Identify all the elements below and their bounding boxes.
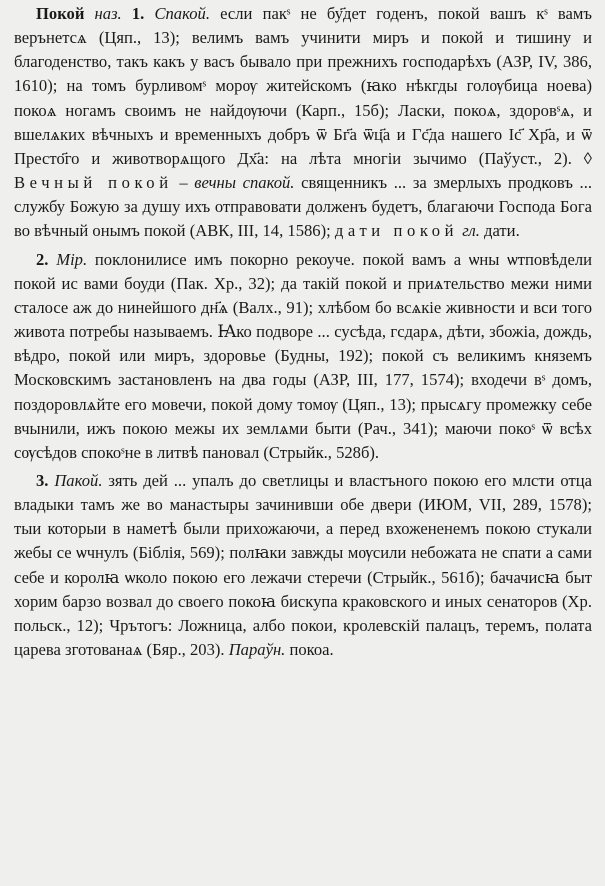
sense-3-paragraph [14, 469, 592, 662]
text-segment: зять дей ... упалъ до светлицы и властъного покою его млсти отца владыки тамъ же во манастыры зачинивши обе двери (ИЮМ, VII, 289, 1578); тыи которыи в наметѣ были прихожаючи, а перед вхожененемъ покою стукали жебы се ѡчнулъ (Біблія, 569); полꙗки завжды мѹсили небожата не спати а сами себе и королꙗ ѡколо покою его лежачи стеречи (Стрыйк., 561б); бачачисꙗ быт хорим барзо возвал до своего покоꙗ бискупа краковского и иных сенаторов (Хр. польск., 12); Чрътогъ: Ложница, албо покои, кролевскій палацъ, теремъ, полата царева зготованаѧ (Бяр., 203). [14, 470, 592, 660]
text-segment: поклонилисе имъ покорно рекоуче. покой вамъ а ѡны ѡтповѣдели покой ис вами боуди (Пак. Хр., 32); да такій покой и приѧтельство межи ними сталосе аж до нинейшого дн҃ѧ (Валх., 91); хлѣбом бо всѧкіе живности и вси того живота потребы называемъ. Ꙗко подворе ... сусѣда, гсдарѧ, дѣти, збожіа, дождь, вѣдро, покой или миръ, здоровье (Будны, 192); покой съ великимъ княземъ Московскимъ застановленъ на два годы (АЗР, III, 177, 1574); входечи вˢ домъ, поздоровлѧйте его мовечи, покой дому томѹ (Цяп., 13); прысѧгу промежку себе вчынили, ижъ покою межы их землѧми быти (Рач., 341); маючи покоˢ ѿ всѣх сѹсѣдов спокоˢне в литвѣ панoвал (Стрыйк., 528б). [14, 249, 592, 462]
part-of-speech: наз. [94, 4, 122, 23]
sense-2-body [14, 250, 592, 462]
text-segment: вечны спакой. [194, 173, 295, 193]
sense-1-gloss: Спакой. [154, 4, 210, 23]
sense-1-paragraph [14, 2, 592, 244]
text-segment: если пакˢ не бу҃дет годенъ, покой вашъ кˢ вамъ верънетсѧ (Цяп., 13); велимъ вамъ учинити миръ и покой и тишину и благоденство, такъ какъ у васъ бывало при прежнихъ господарѣхъ (АЗР, IV, 386, 1610); на томъ бурливомˢ морѹ житейскомъ (ꙗко нѣкгды голѹбица ноева) покоѧ ногамъ своимъ не найдѹючи (Карп., 15б); Ласки, покоѧ, здоровˢѧ, и вшелѧких вѣчныхъ и временныхъ добръ ѿ Бг҃а ѿц҃а и Гс҃да нашего Іс҃ Хр҃а, и ѿ Престо҃го и животворѧщого Дх҃а: на лѣта многіи зычимо (Паўуст., 2). ◊ [14, 4, 592, 168]
sense-3-gloss: Пакой. [54, 470, 103, 490]
text-segment: – [172, 173, 195, 193]
sense-1-number: 1. [131, 4, 145, 23]
text-segment: гл. [458, 221, 480, 241]
sense-1-body [14, 4, 592, 240]
text-segment: Вечный покой [14, 173, 173, 193]
sense-2-gloss: Мір. [56, 249, 88, 269]
text-segment: дати покой [334, 221, 459, 241]
text-segment: покоа. [285, 640, 334, 660]
text-segment: дати. [479, 221, 520, 241]
headword: Покой [36, 4, 85, 23]
text-segment: Параўн. [228, 640, 286, 660]
sense-2-number: 2. [36, 249, 49, 269]
sense-3-body [14, 471, 592, 659]
sense-3-number: 3. [36, 470, 49, 490]
sense-2-paragraph [14, 248, 592, 465]
text-segment: священникъ ... за змерлыхъ продковъ ... службу Божую за душу ихъ отправовати долженъ будетъ, благаючи Господа Бога во вѣчный онымъ покой (АВК, III, 14, 1586); [14, 173, 592, 241]
